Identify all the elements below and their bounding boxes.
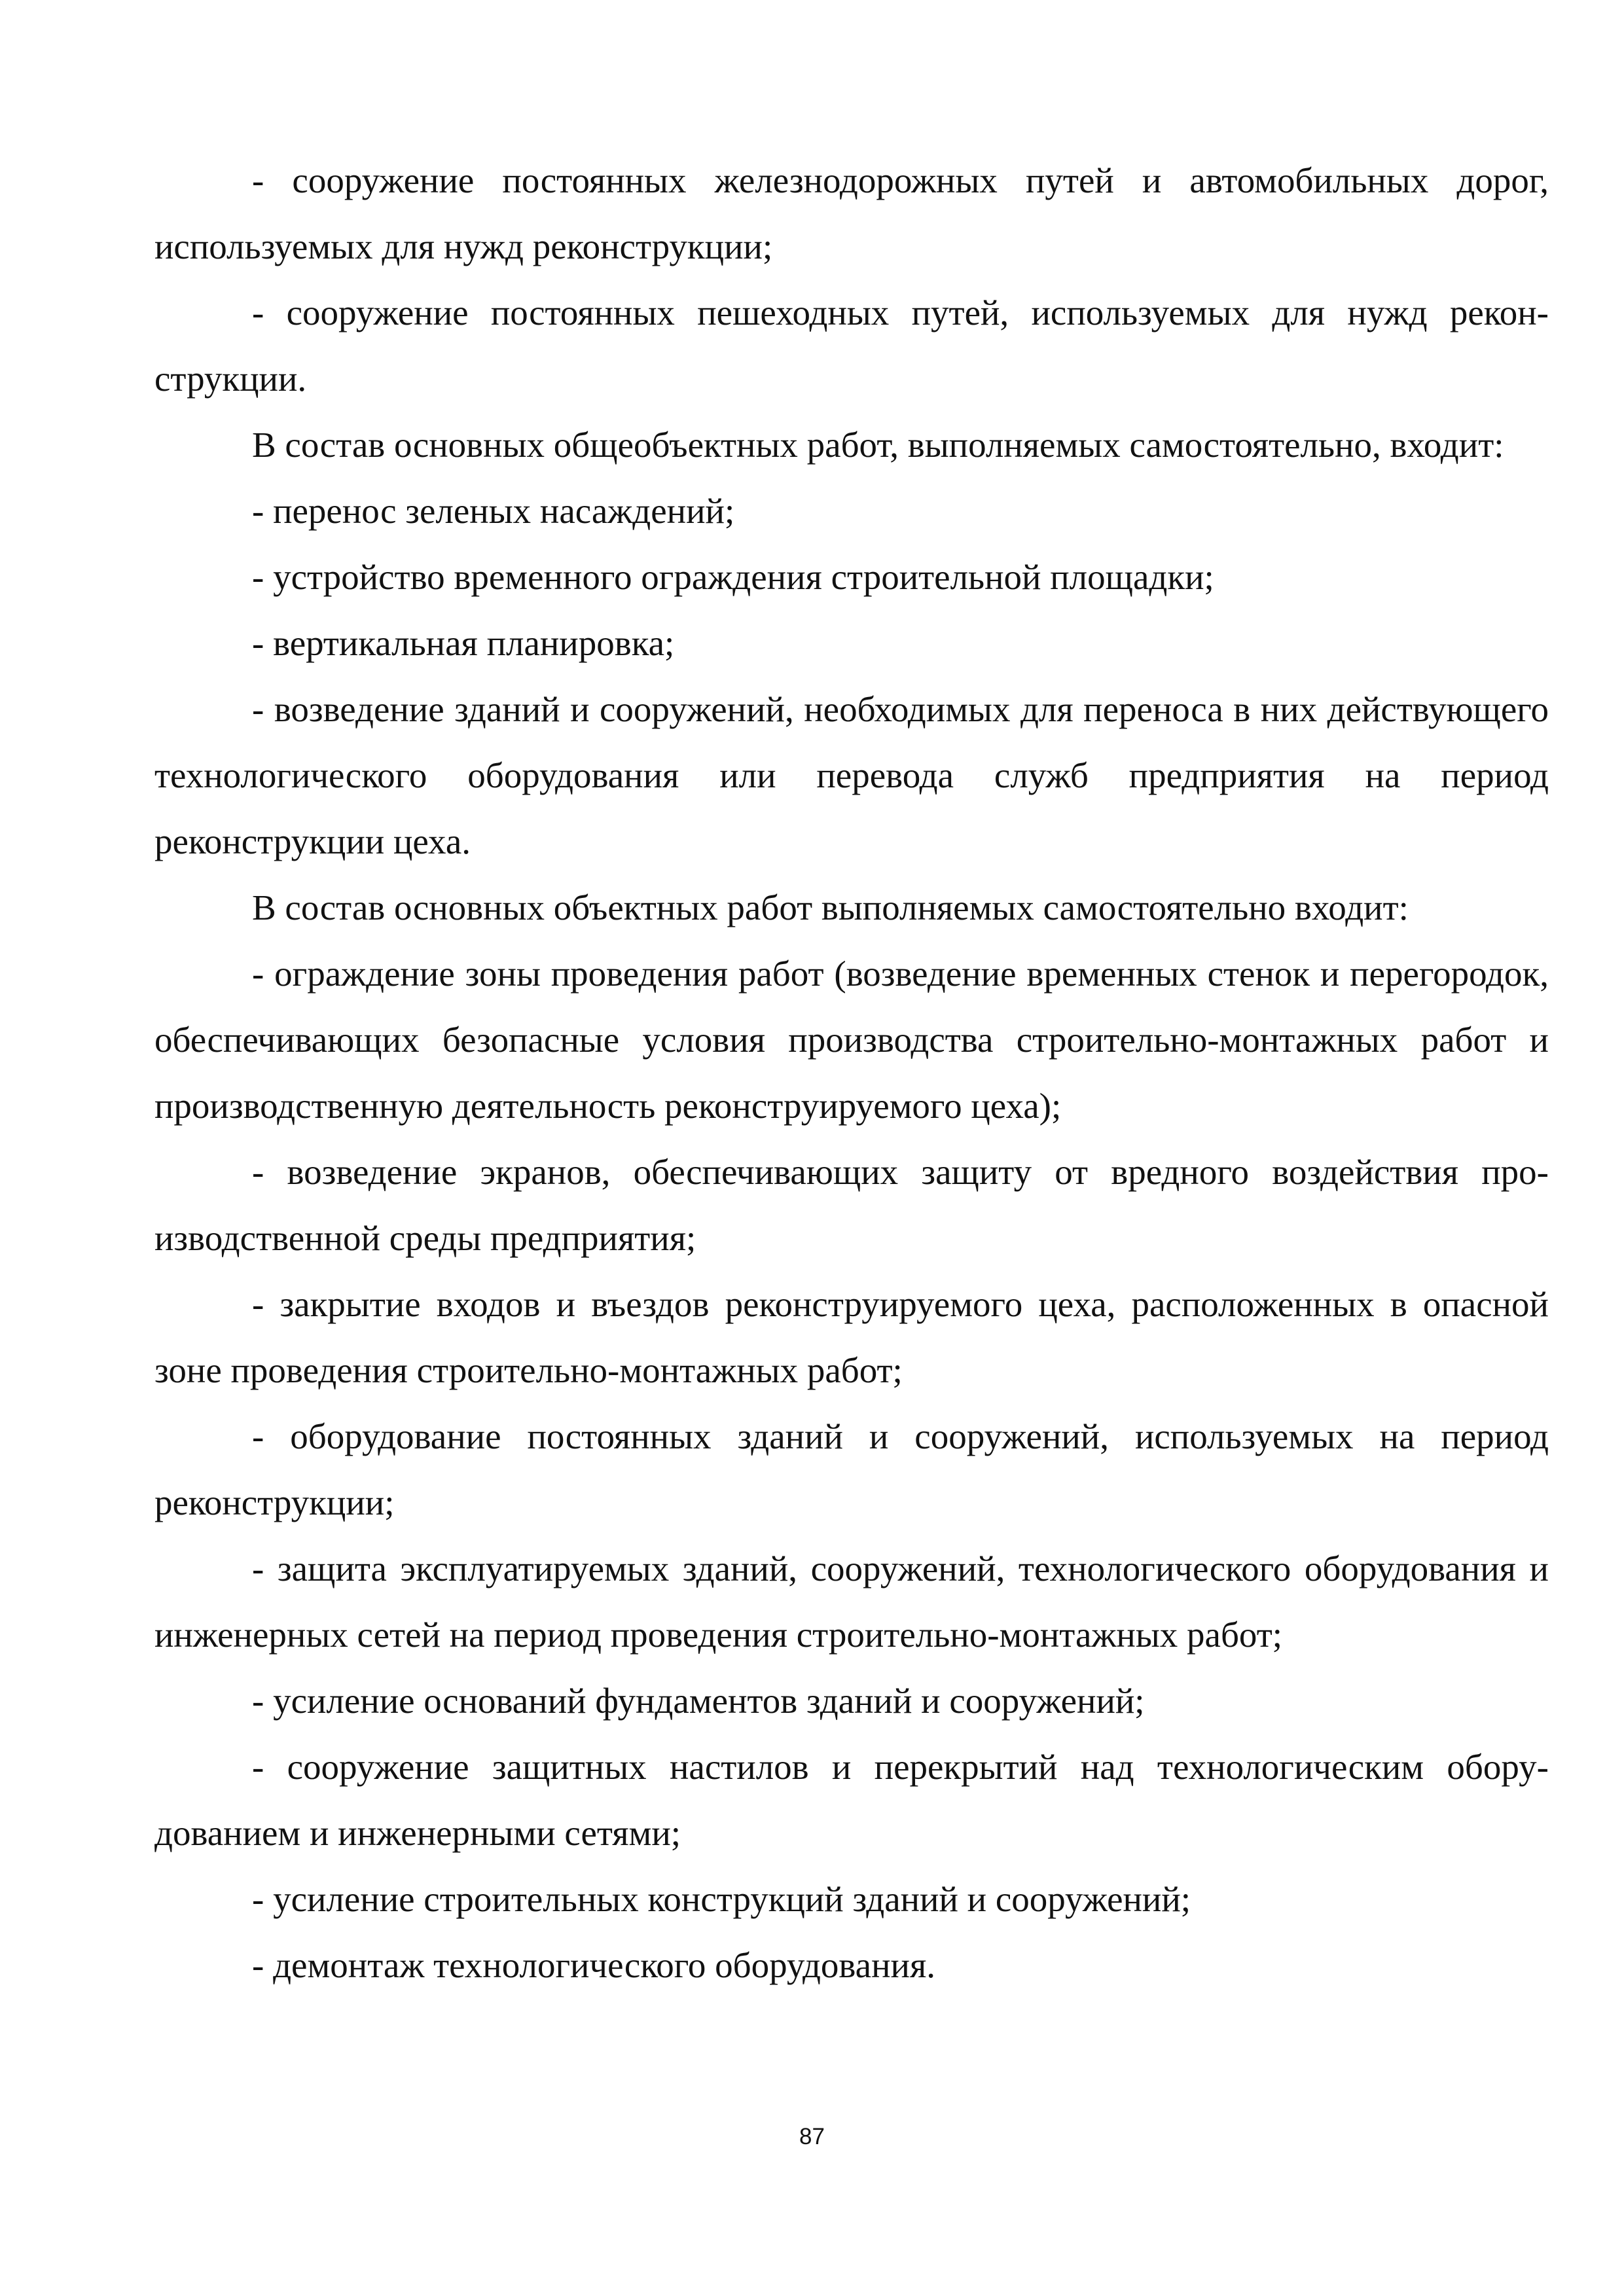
paragraph-protective-screens: - возведение экранов, обеспечивающих защиту от вредного воздействия производственной среды предприятия; bbox=[154, 1152, 1549, 1258]
paragraph-vertical-planning: - вертикальная планировка; bbox=[252, 623, 675, 663]
page-body bbox=[154, 147, 1549, 1998]
paragraph-object-works-intro: В состав основных объектных работ выполняемых самостоятельно входит: bbox=[252, 888, 1409, 927]
paragraph-pedestrian-paths: - сооружение постоянных пешеходных путей, используемых для нужд реконструкции. bbox=[154, 293, 1549, 399]
paragraph-permanent-roads: - сооружение постоянных железнодорожных путей и автомобильных дорог, используемых для нужд реконструкции; bbox=[154, 160, 1549, 266]
paragraph-buildings-for-equipment: - возведение зданий и сооружений, необходимых для переноса в них действующего технологического оборудования или перевода служб предприятия на период реконструкции цеха. bbox=[154, 689, 1549, 861]
paragraph-general-works-intro: В состав основных общеобъектных работ, выполняемых самостоятельно, входит: bbox=[252, 425, 1504, 465]
paragraph-structure-strengthening: - усиление строительных конструкций зданий и сооружений; bbox=[252, 1879, 1191, 1919]
paragraph-equipment-dismantling: - демонтаж технологического оборудования. bbox=[252, 1945, 936, 1985]
paragraph-green-plantings: - перенос зеленых насаждений; bbox=[252, 491, 735, 531]
paragraph-foundation-strengthening: - усиление оснований фундаментов зданий и сооружений; bbox=[252, 1681, 1145, 1721]
paragraph-closing-entrances: - закрытие входов и въездов реконструируемого цеха, расположенных в опасной зоне проведения строительно-монтажных работ; bbox=[154, 1284, 1549, 1390]
paragraph-permanent-buildings: - оборудование постоянных зданий и сооружений, используемых на период реконструкции; bbox=[154, 1416, 1549, 1522]
paragraph-work-zone-fencing: - ограждение зоны проведения работ (возведение временных стенок и перегородок, обеспечивающих безопасные условия производства строительно-монтажных работ и производственную деятельность реконструируемого цеха); bbox=[154, 954, 1549, 1126]
page-number: 87 bbox=[799, 2124, 825, 2149]
paragraph-protective-decks: - сооружение защитных настилов и перекрытий над технологическим оборудованием и инженерными сетями; bbox=[154, 1747, 1549, 1853]
paragraph-temporary-fence: - устройство временного ограждения строительной площадки; bbox=[252, 557, 1214, 597]
paragraph-protection-of-buildings: - защита эксплуатируемых зданий, сооружений, технологического оборудования и инженерных сетей на период проведения строительно-монтажных работ; bbox=[154, 1549, 1549, 1655]
